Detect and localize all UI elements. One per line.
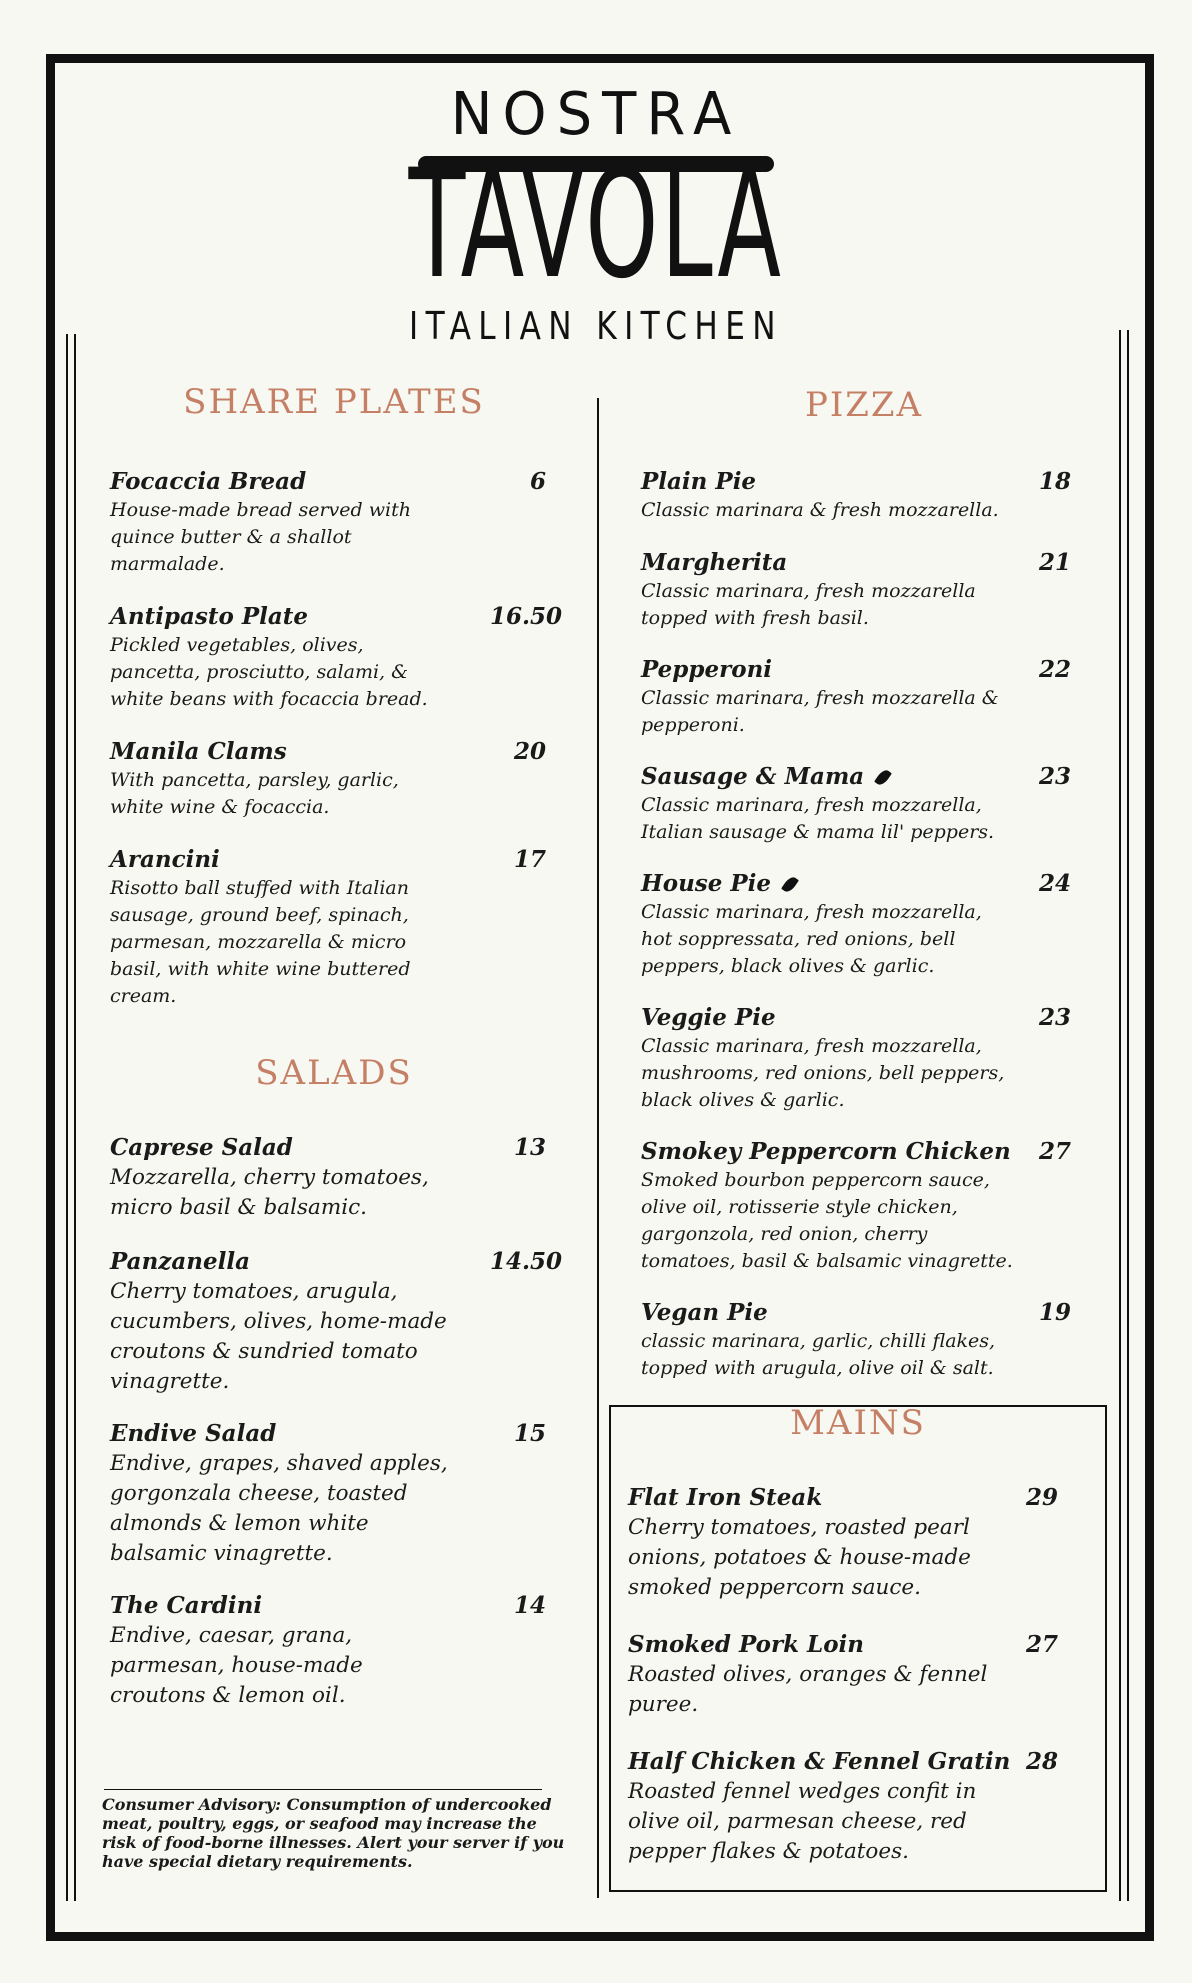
left-rule-inner xyxy=(74,334,76,1901)
menu-item xyxy=(641,1003,1096,1114)
item-price: 6 xyxy=(529,468,546,495)
item-description: Smoked bourbon peppercorn sauce, olive oil, rotisserie style chicken, gargonzola, red onion, cherry tomatoes, basil & balsamic vinagrette. xyxy=(641,1169,1013,1272)
item-description: Classic marinara, fresh mozzarella, mushrooms, red onions, bell peppers, black olives & garlic. xyxy=(641,1035,1005,1111)
item-price: 20 xyxy=(513,738,546,765)
item-description: Pickled vegetables, olives, pancetta, prosciutto, salami, & white beans with focaccia bread. xyxy=(110,634,428,710)
menu-item xyxy=(110,737,565,821)
item-description: Classic marinara & fresh mozzarella. xyxy=(641,499,999,521)
item-description: Classic marinara, fresh mozzarella & pepperoni. xyxy=(641,687,999,736)
item-description: Roasted fennel wedges confit in olive oil, parmesan cheese, red pepper flakes & potatoes. xyxy=(628,1779,977,1864)
item-price: 21 xyxy=(1038,549,1071,576)
item-name: Pepperoni xyxy=(641,656,773,683)
brand-subtitle: ITALIAN KITCHEN xyxy=(409,304,783,348)
menu-item xyxy=(110,1247,565,1397)
item-price: 17 xyxy=(513,846,546,873)
menu-item xyxy=(628,1630,1083,1720)
column-divider xyxy=(597,398,599,1898)
chili-pepper-icon xyxy=(874,768,892,788)
pizza-title: PIZZA xyxy=(804,385,924,425)
item-price: 14.50 xyxy=(490,1248,563,1275)
item-price: 27 xyxy=(1025,1631,1058,1658)
item-description: With pancetta, parsley, garlic, white wine & focaccia. xyxy=(110,769,399,818)
item-name-text: Sausage & Mama xyxy=(641,763,865,790)
menu-item xyxy=(110,467,565,578)
menu-item xyxy=(110,602,565,713)
item-name: Antipasto Plate xyxy=(110,603,309,630)
item-name: Smokey Peppercorn Chicken xyxy=(641,1138,1011,1165)
item-description: classic marinara, garlic, chilli flakes, topped with arugula, olive oil & salt. xyxy=(641,1330,996,1379)
item-price: 29 xyxy=(1025,1484,1058,1511)
menu-item xyxy=(641,655,1096,739)
chili-pepper-icon xyxy=(781,875,799,895)
item-description: Classic marinara, fresh mozzarella topped with fresh basil. xyxy=(641,580,976,629)
item-price: 18 xyxy=(1038,468,1071,495)
item-name: Veggie Pie xyxy=(641,1004,776,1031)
item-price: 23 xyxy=(1038,763,1071,790)
item-name: Endive Salad xyxy=(110,1420,277,1447)
right-rule-inner xyxy=(1119,330,1121,1901)
item-description: Cherry tomatoes, roasted pearl onions, potatoes & house-made smoked peppercorn sauce. xyxy=(628,1515,971,1600)
item-name: Caprese Salad xyxy=(110,1134,293,1161)
brand-nostra: NOSTRA xyxy=(450,80,742,149)
menu-item xyxy=(628,1483,1083,1603)
item-name: Focaccia Bread xyxy=(110,468,307,495)
item-description: Classic marinara, fresh mozzarella, Italian sausage & mama lil' peppers. xyxy=(641,794,995,843)
menu-item xyxy=(641,1298,1096,1382)
menu-item xyxy=(110,1419,565,1569)
menu-item xyxy=(110,845,565,1010)
consumer-advisory: Consumer Advisory: Consumption of undercooked meat, poultry, eggs, or seafood may increase the risk of food-borne illnesses. Alert your server if you have special dietary requirements. xyxy=(102,1795,565,1871)
item-price: 14 xyxy=(513,1592,546,1619)
menu-item xyxy=(641,869,1096,980)
left-rule-outer xyxy=(66,334,68,1901)
item-name: Vegan Pie xyxy=(641,1299,768,1326)
salads-title: SALADS xyxy=(255,1053,413,1093)
item-price: 15 xyxy=(513,1420,546,1447)
item-description: House-made bread served with quince butter & a shallot marmalade. xyxy=(110,499,411,575)
item-name: Plain Pie xyxy=(641,468,757,495)
item-description: Endive, caesar, grana, parmesan, house-made croutons & lemon oil. xyxy=(110,1623,363,1708)
item-name: Panzanella xyxy=(110,1248,250,1275)
item-name: Half Chicken & Fennel Gratin xyxy=(628,1748,1011,1775)
share-plates-title: SHARE PLATES xyxy=(183,382,485,422)
item-price: 13 xyxy=(513,1134,546,1161)
item-price: 28 xyxy=(1025,1748,1058,1775)
item-name: Smoked Pork Loin xyxy=(628,1631,864,1658)
item-price: 24 xyxy=(1038,870,1071,897)
right-rule-outer xyxy=(1127,330,1129,1901)
brand-tavola: TAVOLA xyxy=(408,138,784,312)
menu-item xyxy=(110,1133,565,1223)
menu-item xyxy=(641,467,1096,524)
item-name: Flat Iron Steak xyxy=(628,1484,823,1511)
item-description: Mozzarella, cherry tomatoes, micro basil & balsamic. xyxy=(110,1165,429,1220)
item-description: Risotto ball stuffed with Italian sausage, ground beef, spinach, parmesan, mozzarella & micro basil, with white wine buttered cream. xyxy=(110,877,411,1007)
item-price: 16.50 xyxy=(490,603,563,630)
item-name: Margherita xyxy=(641,549,788,576)
item-description: Endive, grapes, shaved apples, gorgonzala cheese, toasted almonds & lemon white balsamic vinagrette. xyxy=(110,1451,448,1566)
item-price: 22 xyxy=(1038,656,1071,683)
mains-title: MAINS xyxy=(790,1403,926,1443)
item-name: The Cardini xyxy=(110,1592,263,1619)
item-description: Classic marinara, fresh mozzarella, hot soppressata, red onions, bell peppers, black olives & garlic. xyxy=(641,901,982,977)
item-price: 23 xyxy=(1038,1004,1071,1031)
menu-item xyxy=(641,548,1096,632)
item-description: Roasted olives, oranges & fennel puree. xyxy=(628,1662,988,1717)
menu-item xyxy=(110,1591,565,1711)
item-name: Manila Clams xyxy=(110,738,287,765)
menu-item xyxy=(641,1137,1096,1275)
item-description: Cherry tomatoes, arugula, cucumbers, olives, home-made croutons & sundried tomato vinagrette. xyxy=(110,1279,447,1394)
advisory-rule xyxy=(104,1789,542,1790)
menu-item xyxy=(628,1747,1083,1867)
item-name-text: House Pie xyxy=(641,870,772,897)
item-name: Arancini xyxy=(110,846,220,873)
item-price: 19 xyxy=(1038,1299,1071,1326)
menu-item xyxy=(641,762,1096,846)
item-price: 27 xyxy=(1038,1138,1071,1165)
